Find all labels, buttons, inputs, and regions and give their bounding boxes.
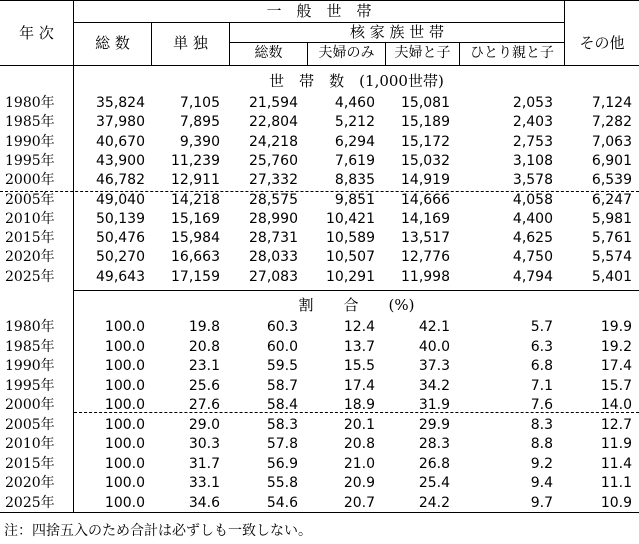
cell-single-parent: 9.7: [530, 494, 553, 511]
cell-single-parent: 2,753: [512, 133, 553, 150]
cell-couple-only: 4,460: [334, 95, 375, 111]
cell-single-parent: 8.3: [530, 416, 553, 433]
cell-single: 14,218: [171, 191, 220, 208]
cell-couple-children: 29.9: [418, 416, 450, 433]
cell-single-parent: 8.8: [530, 436, 553, 452]
cell-single: 15,984: [171, 230, 220, 247]
row-year: 2000年: [5, 397, 55, 413]
cell-total: 49,040: [96, 191, 145, 208]
nuclear-header-rule: [229, 42, 564, 43]
general-households-header: 一 般 世 帯: [266, 2, 372, 20]
cell-other: 15.7: [600, 377, 632, 394]
cell-nuclear-total: 22,804: [249, 114, 298, 131]
row-year: 2010年: [5, 436, 55, 452]
cell-total: 100.0: [104, 436, 145, 452]
cell-single-parent: 9.4: [530, 475, 553, 491]
header-bottom-rule: [0, 65, 639, 66]
couple-children-header: 夫婦と子: [394, 45, 451, 61]
cell-couple-children: 34.2: [418, 377, 450, 394]
cell-single: 33.1: [188, 475, 220, 491]
cell-couple-children: 24.2: [418, 494, 450, 511]
cell-couple-children: 25.4: [418, 475, 450, 491]
cell-couple-only: 12.4: [343, 319, 375, 335]
cell-other: 5,401: [591, 268, 632, 285]
cell-other: 14.0: [600, 397, 632, 413]
cell-single-parent: 6.8: [530, 358, 553, 374]
total-header: 総 数: [95, 34, 130, 52]
cell-other: 6,539: [591, 172, 632, 189]
cell-couple-only: 15.5: [343, 358, 375, 374]
row-year: 1990年: [5, 358, 55, 374]
cell-couple-only: 5,212: [334, 114, 375, 131]
cell-other: 7,124: [591, 95, 632, 111]
year-column-header: 年 次: [19, 24, 54, 42]
cell-total: 100.0: [104, 416, 145, 433]
cell-single-parent: 5.7: [530, 319, 553, 335]
cell-total: 100.0: [104, 494, 145, 511]
cell-other: 5,761: [591, 230, 632, 247]
cell-single: 31.7: [188, 455, 220, 472]
other-col-rule: [564, 0, 565, 65]
cell-total: 43,900: [96, 152, 145, 169]
top-rule: [0, 0, 639, 1]
cell-couple-only: 10,291: [326, 268, 375, 285]
cell-couple-only: 20.7: [343, 494, 375, 511]
cell-other: 6,247: [591, 191, 632, 208]
cell-single: 23.1: [188, 358, 220, 374]
cell-single-parent: 4,794: [512, 268, 553, 285]
couple-only-header: 夫婦のみ: [318, 45, 375, 61]
cell-couple-only: 20.8: [343, 436, 375, 452]
cell-single-parent: 7.6: [530, 397, 553, 413]
cell-single: 20.8: [188, 338, 220, 355]
cell-single: 34.6: [188, 494, 220, 511]
cell-couple-only: 21.0: [343, 455, 375, 472]
cell-other: 17.4: [600, 358, 632, 374]
cell-single: 7,895: [179, 114, 220, 131]
cell-total: 100.0: [104, 475, 145, 491]
cell-couple-children: 13,517: [401, 230, 450, 247]
row-year: 2025年: [5, 268, 55, 285]
cell-total: 100.0: [104, 319, 145, 335]
cell-nuclear-total: 58.3: [266, 416, 298, 433]
cell-nuclear-total: 28,990: [249, 210, 298, 227]
cell-single-parent: 6.3: [530, 338, 553, 355]
row-year: 1995年: [5, 377, 55, 394]
cell-other: 7,063: [591, 133, 632, 150]
cell-other: 19.9: [600, 319, 632, 335]
cell-nuclear-total: 21,594: [249, 95, 298, 111]
cell-couple-children: 15,032: [401, 152, 450, 169]
cell-couple-only: 13.7: [343, 338, 375, 355]
cell-other: 11.9: [600, 436, 632, 452]
cell-single-parent: 3,108: [512, 152, 553, 169]
cell-total: 40,670: [96, 133, 145, 150]
cell-single-parent: 4,400: [512, 210, 553, 227]
cell-nuclear-total: 58.7: [266, 377, 298, 394]
cell-couple-children: 15,189: [401, 114, 450, 131]
row-year: 2020年: [5, 475, 55, 491]
row-year: 2000年: [5, 172, 55, 189]
households-section-title: 世 帯 数 (1,000世帯): [269, 72, 444, 90]
cell-single-parent: 4,750: [512, 249, 553, 266]
cell-nuclear-total: 60.0: [266, 338, 298, 355]
cell-couple-children: 11,998: [401, 268, 450, 285]
cell-couple-children: 15,172: [401, 133, 450, 150]
row-year: 2010年: [5, 210, 55, 227]
cell-couple-children: 14,919: [401, 172, 450, 189]
single-parent-header: ひとり親と子: [470, 45, 554, 61]
cell-other: 11.1: [600, 475, 632, 491]
cell-total: 100.0: [104, 377, 145, 394]
cell-couple-only: 17.4: [343, 377, 375, 394]
cell-couple-children: 37.3: [418, 358, 450, 374]
cell-single-parent: 2,403: [512, 114, 553, 131]
cell-couple-only: 6,294: [334, 133, 375, 150]
cell-couple-only: 7,619: [334, 152, 375, 169]
cell-nuclear-total: 28,033: [249, 249, 298, 266]
cell-single: 29.0: [188, 416, 220, 433]
cell-couple-only: 20.9: [343, 475, 375, 491]
cell-single: 17,159: [171, 268, 220, 285]
cell-total: 46,782: [96, 172, 145, 189]
cell-single-parent: 4,625: [512, 230, 553, 247]
cell-single-parent: 4,058: [512, 191, 553, 208]
cell-nuclear-total: 55.8: [266, 475, 298, 491]
cell-single-parent: 7.1: [530, 377, 553, 394]
cell-single: 19.8: [188, 319, 220, 335]
cell-other: 5,574: [591, 249, 632, 266]
cell-single: 7,105: [179, 95, 220, 111]
cell-single: 11,239: [171, 152, 220, 169]
cell-total: 35,824: [96, 95, 145, 111]
shares-section-title: 割 合 (%): [298, 296, 415, 314]
cell-single: 25.6: [188, 377, 220, 394]
cell-other: 7,282: [591, 114, 632, 131]
row-year: 1980年: [5, 95, 55, 111]
cell-nuclear-total: 24,218: [249, 133, 298, 150]
cell-other: 5,981: [591, 210, 632, 227]
cell-other: 11.4: [600, 455, 632, 472]
row-year: 2015年: [5, 455, 55, 472]
row-year: 2015年: [5, 230, 55, 247]
cell-total: 50,139: [96, 210, 145, 227]
cell-couple-children: 14,169: [401, 210, 450, 227]
cell-single-parent: 9.2: [530, 455, 553, 472]
row-year: 1985年: [5, 338, 55, 355]
row-year: 2005年: [5, 416, 55, 433]
cell-total: 100.0: [104, 358, 145, 374]
footnote: 注：四捨五入のため合計は必ずしも一致しない。: [4, 523, 312, 539]
row-year: 1985年: [5, 114, 55, 131]
cell-couple-children: 40.0: [418, 338, 450, 355]
row-year: 1990年: [5, 133, 55, 150]
cell-nuclear-total: 25,760: [249, 152, 298, 169]
cell-total: 100.0: [104, 397, 145, 413]
cell-total: 49,643: [96, 268, 145, 285]
row-year: 2020年: [5, 249, 55, 266]
cell-couple-children: 15,081: [401, 95, 450, 111]
cell-other: 6,901: [591, 152, 632, 169]
cell-couple-children: 14,666: [401, 191, 450, 208]
cell-total: 50,476: [96, 230, 145, 247]
cell-nuclear-total: 57.8: [266, 436, 298, 452]
cell-couple-only: 10,421: [326, 210, 375, 227]
row-year: 1995年: [5, 152, 55, 169]
row-year: 1980年: [5, 319, 55, 335]
cell-total: 100.0: [104, 455, 145, 472]
cell-nuclear-total: 28,575: [249, 191, 298, 208]
cell-single: 16,663: [171, 249, 220, 266]
cell-single: 12,911: [171, 172, 220, 189]
cell-single-parent: 2,053: [512, 95, 553, 111]
cell-single: 27.6: [188, 397, 220, 413]
cell-other: 19.2: [600, 338, 632, 355]
nuclear-households-header: 核 家 族 世 帯: [349, 23, 445, 41]
cell-single: 30.3: [188, 436, 220, 452]
cell-couple-only: 10,589: [326, 230, 375, 247]
cell-couple-only: 20.1: [343, 416, 375, 433]
cell-couple-only: 18.9: [343, 397, 375, 413]
cell-nuclear-total: 27,332: [249, 172, 298, 189]
cell-other: 12.7: [600, 416, 632, 433]
cell-total: 50,270: [96, 249, 145, 266]
cell-single-parent: 3,578: [512, 172, 553, 189]
cell-couple-only: 9,851: [334, 191, 375, 208]
cell-other: 10.9: [600, 494, 632, 511]
cell-nuclear-total: 27,083: [249, 268, 298, 285]
cell-nuclear-total: 28,731: [249, 230, 298, 247]
cell-couple-only: 8,835: [334, 172, 375, 189]
cell-couple-children: 31.9: [418, 397, 450, 413]
section-divider-rule: [74, 290, 639, 291]
cell-couple-children: 42.1: [418, 319, 450, 335]
cell-nuclear-total: 56.9: [266, 455, 298, 472]
cell-total: 100.0: [104, 338, 145, 355]
row-year: 2025年: [5, 494, 55, 511]
cell-nuclear-total: 59.5: [266, 358, 298, 374]
cell-total: 37,980: [96, 114, 145, 131]
cell-single: 9,390: [179, 133, 220, 150]
row-year: 2005年: [5, 191, 55, 208]
cell-nuclear-total: 58.4: [266, 397, 298, 413]
nuclear-total-header: 総数: [254, 45, 283, 61]
single-header: 単 独: [173, 34, 208, 52]
cell-nuclear-total: 54.6: [266, 494, 298, 511]
cell-couple-children: 12,776: [401, 249, 450, 266]
other-header: その他: [579, 34, 625, 52]
table-bottom-rule: [0, 512, 639, 513]
cell-couple-only: 10,507: [326, 249, 375, 266]
cell-nuclear-total: 60.3: [266, 319, 298, 335]
cell-couple-children: 26.8: [418, 455, 450, 472]
cell-single: 15,169: [171, 210, 220, 227]
cell-couple-children: 28.3: [418, 436, 450, 452]
